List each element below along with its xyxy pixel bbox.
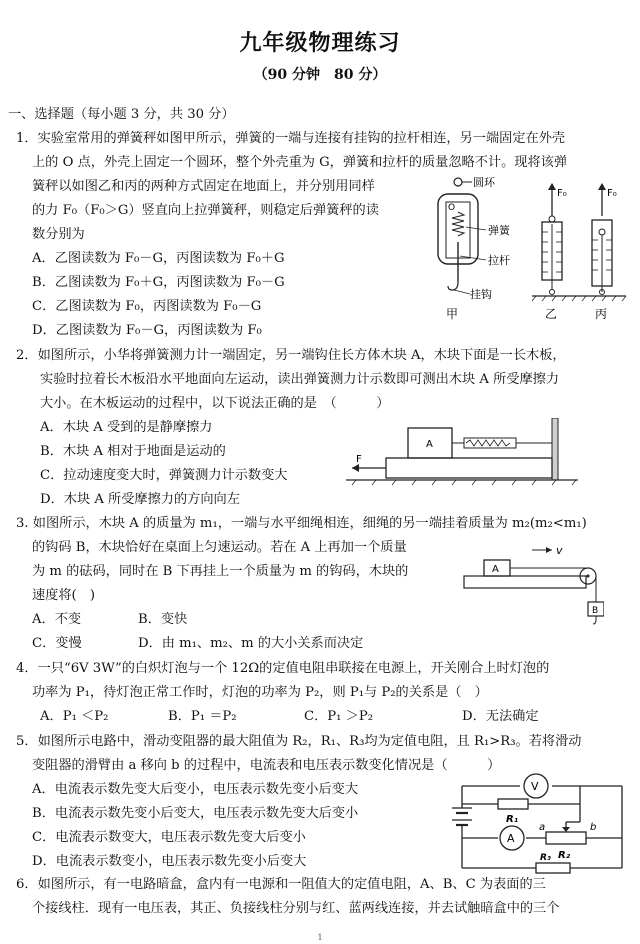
page-title: 九年级物理练习	[239, 30, 401, 56]
q5-line: 5．如图所示电路中，滑动变阻器的最大阻值为 R₂，R₁、R₃均为定值电阻，且 R₁>R₃。若将滑动	[16, 734, 582, 749]
section-heading: 一、选择题（每小题 3 分，共 30 分）	[8, 107, 235, 122]
q1-line: 上的 O 点，外壳上固定一个圆环，整个外壳重为 G，弹簧和拉杆的质量忽略不计。现将该弹	[32, 155, 568, 170]
q1-label-hook: 挂钩	[470, 288, 492, 301]
q1-label-f0-yi: F₀	[557, 188, 567, 199]
q1-label-yi: 乙	[545, 307, 558, 321]
q2-line: 大小。在木板运动的过程中，以下说法正确的是 （ ）	[40, 396, 390, 411]
q2-option-c: C．拉动速度变大时，弹簧测力计示数变大	[40, 468, 288, 483]
q1-label-bing: 丙	[595, 307, 608, 321]
q5-label-pa: a	[539, 822, 546, 833]
q5-option-a: A．电流表示数先变大后变小，电压表示数先变小后变大	[32, 782, 359, 797]
q2-line: 实验时拉着长木板沿水平地面向左运动，读出弹簧测力计示数即可测出木块 A 所受摩擦力	[40, 372, 560, 387]
q5-option-b: B．电流表示数先变小后变大，电压表示数先变大后变小	[32, 806, 359, 821]
q3-option-a: A．不变	[32, 612, 82, 627]
q3-label-a: A	[492, 564, 499, 575]
q3-label-b: B	[592, 606, 599, 616]
q3-option-c: C．变慢	[32, 636, 82, 651]
q3-option-d: D．由 m₁、m₂、m 的大小关系而决定	[138, 636, 364, 651]
q5-label-r2: R₂	[558, 850, 571, 861]
q4-option-c: C．P₁ ＞P₂	[304, 709, 373, 724]
q1-line: 的力 F₀（F₀＞G）竖直向上拉弹簧秤，则稳定后弹簧秤的读	[32, 203, 379, 218]
q4-option-a: A．P₁ ＜P₂	[40, 709, 109, 724]
q2-option-a: A．木块 A 受到的是静摩擦力	[40, 420, 213, 435]
page-subtitle: （90 分钟 80 分）	[253, 67, 387, 83]
q3-option-b: B．变快	[138, 612, 188, 627]
q3-line: 速度将( )	[32, 588, 96, 603]
q1-figure	[426, 172, 632, 324]
q1-option-d: D．乙图读数为 F₀－G，丙图读数为 F₀	[32, 323, 262, 338]
q5-label-a: A	[507, 832, 515, 845]
q1-line: 1．实验室常用的弹簧秤如图甲所示，弹簧的一端与连接有挂钩的拉杆相连，另一端固定在外壳	[16, 131, 566, 146]
q1-label-ring: 圆环	[473, 176, 495, 189]
q5-option-d: D．电流表示数变小，电压表示数先变小后变大	[32, 854, 307, 869]
q4-option-d: D．无法确定	[462, 709, 539, 724]
q5-option-c: C．电流表示数变大，电压表示数先变大后变小	[32, 830, 306, 845]
q3-figure	[454, 542, 604, 630]
q1-option-a: A．乙图读数为 F₀－G，丙图读数为 F₀＋G	[32, 251, 285, 266]
q4-line: 4．一只“6V 3W”的白炽灯泡与一个 12Ω的定值电阻串联接在电源上，开关刚合上时灯泡的	[16, 661, 550, 676]
q5-label-r3: R₃	[540, 853, 551, 863]
q1-option-b: B．乙图读数为 F₀＋G，丙图读数为 F₀－G	[32, 275, 285, 290]
q1-option-c: C．乙图读数为 F₀，丙图读数为 F₀－G	[32, 299, 262, 314]
q2-option-b: B．木块 A 相对于地面是运动的	[40, 444, 226, 459]
q6-line: 个接线柱．现有一电压表，其正、负接线柱分别与红、蓝两线连接，并去试触暗盒中的三个	[32, 901, 560, 916]
q3-line: 为 m 的砝码，同时在 B 下再挂上一个质量为 m 的钩码，木块的	[32, 564, 409, 579]
q1-label-rod: 拉杆	[488, 254, 510, 267]
q5-figure	[440, 772, 634, 876]
q6-line: 6．如图所示，有一电路暗盒，盒内有一电源和一阻值大的定值电阻，A、B、C 为表面的三	[16, 877, 546, 892]
q5-label-v: V	[531, 780, 539, 793]
q2-label-a: A	[426, 439, 433, 450]
q5-line: 变阻器的滑臂由 a 移向 b 的过程中，电流表和电压表示数变化情况是（ ）	[32, 758, 501, 773]
q1-label-jia: 甲	[446, 307, 459, 321]
q1-label-f0-bing: F₀	[607, 188, 617, 199]
q2-option-d: D．木块 A 所受摩擦力的方向向左	[40, 492, 240, 507]
q1-line: 数分别为	[32, 227, 85, 242]
q1-line: 簧秤以如图乙和丙的两种方式固定在地面上，并分别用同样	[32, 179, 375, 194]
q2-figure	[346, 418, 578, 490]
q1-label-o: O	[448, 203, 456, 213]
q3-line: 的钩码 B，木块恰好在桌面上匀速运动。若在 A 上再加一个质量	[32, 540, 407, 555]
page-number: 1	[317, 933, 323, 942]
q4-option-b: B．P₁ ＝P₂	[168, 709, 237, 724]
q2-line: 2．如图所示，小华将弹簧测力计一端固定，另一端钩住长方体木块 A，木块下面是一长木板，	[16, 348, 566, 363]
q2-label-f: F	[356, 454, 362, 465]
q5-label-r1: R₁	[506, 814, 519, 825]
q3-line: 3. 如图所示，木块 A 的质量为 m₁，一端与水平细绳相连，细绳的另一端挂着质量为 m₂(m₂<m₁)	[16, 516, 587, 531]
q1-label-spring: 弹簧	[488, 224, 510, 237]
q3-label-v: v	[556, 544, 563, 557]
q4-line: 功率为 P₁，待灯泡正常工作时，灯泡的功率为 P₂，则 P₁与 P₂的关系是（ ）	[32, 685, 488, 700]
q5-label-pb: b	[590, 822, 597, 833]
